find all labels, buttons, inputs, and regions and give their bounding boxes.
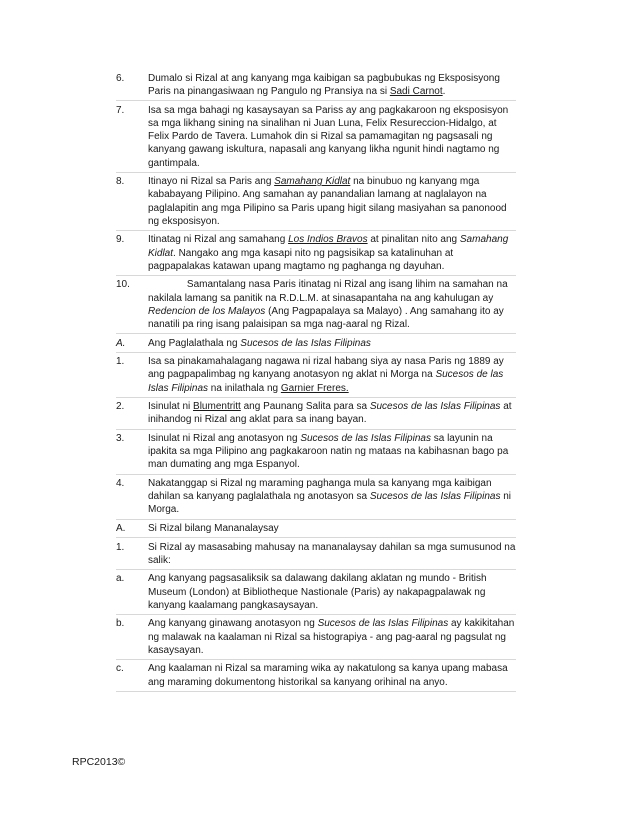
row-separator: [116, 429, 516, 430]
text-segment: Ang kaalaman ni Rizal sa maraming wika ay nakatulong sa kanya upang mabasa ang maraming dokumentong historikal sa kanyang orihinal na anyo.: [148, 663, 508, 688]
list-item-number: 1.: [116, 356, 125, 368]
list-item-number: 10.: [116, 279, 130, 291]
row-separator: [116, 352, 516, 353]
text-segment: . Nangako ang mga kasapi nito ng pagsisikap sa katalinuhan at pagpapalakas katawan upang magtamo ng paghanga ng dayuhan.: [148, 247, 454, 272]
list-item-number: 2.: [116, 401, 125, 413]
list-item-text: [148, 104, 516, 170]
list-item-text: [148, 337, 516, 350]
list-item-text: [148, 355, 516, 395]
text-segment: Sucesos de las Islas Filipinas: [369, 491, 501, 503]
text-segment: Sucesos de las Islas Filipinas: [240, 337, 371, 349]
text-segment: ni Morga.: [148, 491, 512, 516]
row-separator: [116, 691, 516, 692]
list-item-text: [148, 477, 516, 517]
list-item-number: 4.: [116, 478, 125, 489]
text-segment: (Ang Pagpapalaya sa Malayo) . Ang samahang ito ay nanatili pa ring isang palaisipan sa mga nag-aaral ng Rizal.: [148, 305, 504, 331]
list-item: [116, 541, 516, 567]
row-separator: [116, 614, 516, 615]
list-item: [116, 337, 516, 350]
text-segment: at pinalitan nito ang: [367, 234, 460, 246]
list-item-number: 6.: [116, 73, 125, 84]
text-segment: Samahang Kidlat: [148, 234, 509, 259]
text-segment: Samantalang nasa Paris itinatag ni Rizal ang isang lihim na samahan na nakilala lamang sa panitik na R.D.L.M. at sinasapantaha na ang kahulugan ay: [148, 279, 508, 304]
text-segment: ay kakikitahan ng malawak na kaalaman ni Rizal sa histograpiya - ang pag-aaral ng pagsulat ng kasaysayan.: [148, 618, 515, 656]
list-item-text: [148, 617, 516, 657]
list-item-number: A.: [116, 523, 126, 534]
text-segment: ang Paunang Salita para sa: [240, 401, 370, 413]
list-item-number: a.: [116, 573, 125, 585]
row-separator: [116, 659, 516, 660]
list-item-number: c.: [116, 663, 124, 675]
text-segment: Itinatag ni Rizal ang samahang: [148, 234, 289, 246]
text-segment: Si Rizal bilang Mananalaysay: [148, 523, 279, 534]
text-segment: Sucesos de las Islas Filipinas: [369, 401, 501, 413]
text-segment: Garnier Freres.: [280, 382, 349, 394]
list-item: [116, 400, 516, 426]
text-segment: Sucesos de las Islas Filipinas: [148, 369, 504, 394]
text-segment: Isa sa mga bahagi ng kasaysayan sa Pariss ay ang pagkakaroon ng eksposisyon sa mga likhang sining na sinalihan ni Juan Luna, Felix Resureccion-Hidalgo, at Felix Pardo de Tavera. Lumahok din si Rizal sa pamamagitan ng pagsasali ng kanyang gawang iskultura, napasali ang kanyang likha ngunit hindi nagtamo ng gantimpala.: [148, 104, 509, 169]
text-segment: na inilathala ng: [208, 382, 281, 394]
text-segment: Isinulat ni Rizal ang anotasyon ng: [148, 433, 301, 444]
list-item-number: 7.: [116, 104, 125, 116]
list-item-text: [148, 72, 516, 98]
page-footer: RPC2013©: [72, 756, 126, 768]
list-item-text: [148, 233, 516, 273]
text-segment: Ang Paglalathala ng: [148, 337, 241, 349]
list-item-number: 8.: [116, 176, 125, 188]
text-segment: Si Rizal ay masasabing mahusay na mananalaysay dahilan sa mga sumusunod na salik:: [148, 541, 516, 566]
list-item-text: [148, 175, 516, 228]
row-separator: [116, 569, 516, 570]
row-separator: [116, 537, 516, 538]
text-segment: at inihandog ni Rizal ang aklat para sa inang bayan.: [148, 401, 512, 426]
row-separator: [116, 275, 516, 276]
list-item: [116, 522, 516, 535]
list-item: [116, 175, 516, 228]
text-segment: .: [442, 86, 446, 98]
text-segment: Itinayo ni Rizal sa Paris ang: [148, 176, 275, 188]
list-item: [116, 72, 516, 98]
row-separator: [116, 230, 516, 231]
list-item: [116, 477, 516, 517]
list-item: [116, 662, 516, 688]
list-item: [116, 432, 516, 472]
list-item-text: [148, 278, 516, 331]
list-item-text: [148, 541, 516, 567]
row-separator: [116, 333, 516, 334]
list-item-text: [148, 400, 516, 426]
list-item-number: 1.: [116, 541, 125, 553]
text-segment: Los Indios Bravos: [288, 234, 368, 246]
text-segment: Nakatanggap si Rizal ng maraming paghanga mula sa kanyang mga kaibigan dahilan sa kanyang paglalathala ng anotasyon sa: [148, 478, 492, 503]
list-item: [116, 572, 516, 612]
list-item-text: [148, 662, 516, 688]
row-separator: [116, 100, 516, 101]
list-item: [116, 278, 516, 331]
list-item: [116, 104, 516, 170]
text-segment: Isinulat ni: [148, 401, 194, 413]
text-segment: Blumentritt: [193, 401, 241, 413]
text-segment: Dumalo si Rizal at ang kanyang mga kaibigan sa pagbubukas ng Eksposisyong Paris na pinangasiwaan ng Pangulo ng Pransiya na si: [148, 73, 500, 98]
list-item: [116, 233, 516, 273]
text-segment: Ang kanyang ginawang anotasyon ng: [148, 618, 318, 630]
list-item: [116, 617, 516, 657]
row-separator: [116, 172, 516, 173]
text-segment: Samahang Kidlat: [274, 176, 351, 188]
list-item: [116, 355, 516, 395]
text-segment: Sucesos de las Islas Filipinas: [317, 618, 449, 630]
list-item-text: [148, 432, 516, 472]
numbered-list: [116, 72, 516, 694]
row-separator: [116, 397, 516, 398]
text-segment: Sucesos de las Islas Filipinas: [300, 433, 431, 444]
list-item-number: 9.: [116, 234, 125, 246]
text-segment: sa layunin na ipakita sa mga Pilipino ang pagkakaroon natin ng mataas na kabihasnan bago pa man dumating ang mga Espanyol.: [148, 433, 509, 471]
text-segment: na binubuo ng kanyang mga kababayang Pilipino. Ang samahan ay panandalian lamang at naglalayon na paglalapitin ang mga Pilipino sa Paris upang higit silang masiyahan sa panonood ng eksposisyon.: [148, 176, 507, 227]
text-segment: Redencion de los Malayos: [148, 305, 266, 317]
list-item-text: [148, 522, 516, 535]
text-segment: Isa sa pinakamahalagang nagawa ni rizal habang siya ay nasa Paris ng 1889 ay ang pagpapalimbag ng kanyang anotasyon ng aklat ni Morga na: [148, 356, 504, 381]
row-separator: [116, 519, 516, 520]
list-item-number: A.: [116, 337, 126, 349]
text-segment: Sadi Carnot: [389, 86, 443, 98]
list-item-number: b.: [116, 618, 125, 630]
row-separator: [116, 474, 516, 475]
text-segment: Ang kanyang pagsasaliksik sa dalawang dakilang aklatan ng mundo - British Museum (London) at Bibliotheque Nastionale (Paris) ay nakapagpalawak ng kanyang kaalamang pangkasaysayan.: [148, 573, 487, 611]
list-item-number: 3.: [116, 433, 125, 444]
list-item-text: [148, 572, 516, 612]
